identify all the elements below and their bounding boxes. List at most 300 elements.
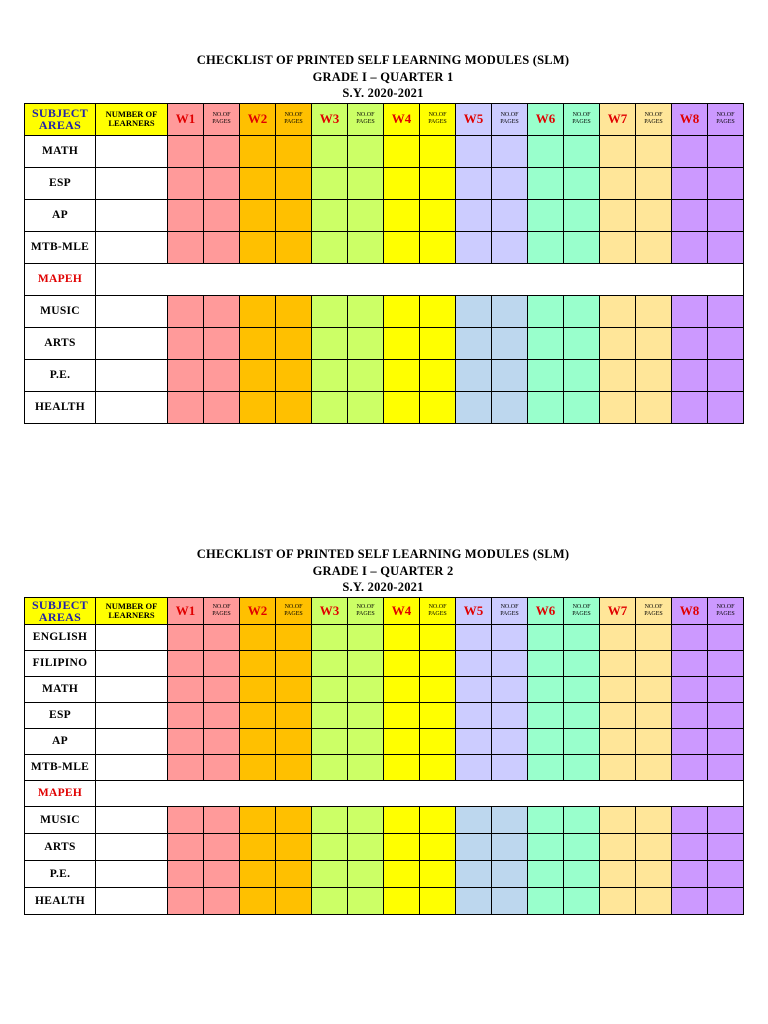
learners-count-cell[interactable] xyxy=(96,327,168,359)
week-4-pages-cell[interactable] xyxy=(420,650,456,676)
week-3-cell[interactable] xyxy=(312,860,348,887)
week-5-cell[interactable] xyxy=(456,199,492,231)
week-3-pages-cell[interactable] xyxy=(348,887,384,914)
week-7-cell[interactable] xyxy=(600,702,636,728)
week-5-cell[interactable] xyxy=(456,833,492,860)
week-8-pages-cell[interactable] xyxy=(708,135,744,167)
week-1-pages-cell[interactable] xyxy=(204,231,240,263)
week-3-cell[interactable] xyxy=(312,135,348,167)
week-5-cell[interactable] xyxy=(456,624,492,650)
learners-count-cell[interactable] xyxy=(96,135,168,167)
week-3-cell[interactable] xyxy=(312,650,348,676)
week-8-pages-cell[interactable] xyxy=(708,199,744,231)
week-3-cell[interactable] xyxy=(312,833,348,860)
week-8-cell[interactable] xyxy=(672,650,708,676)
week-5-pages-cell[interactable] xyxy=(492,295,528,327)
learners-count-cell[interactable] xyxy=(96,359,168,391)
week-1-pages-cell[interactable] xyxy=(204,295,240,327)
week-8-cell[interactable] xyxy=(672,295,708,327)
week-4-cell[interactable] xyxy=(384,650,420,676)
week-4-pages-cell[interactable] xyxy=(420,833,456,860)
week-4-cell[interactable] xyxy=(384,860,420,887)
week-7-pages-cell[interactable] xyxy=(636,231,672,263)
week-2-pages-cell[interactable] xyxy=(276,833,312,860)
week-1-pages-cell[interactable] xyxy=(204,754,240,780)
week-8-cell[interactable] xyxy=(672,676,708,702)
week-8-cell[interactable] xyxy=(672,327,708,359)
week-6-cell[interactable] xyxy=(528,359,564,391)
week-6-cell[interactable] xyxy=(528,167,564,199)
week-1-pages-cell[interactable] xyxy=(204,135,240,167)
week-3-cell[interactable] xyxy=(312,676,348,702)
week-3-pages-cell[interactable] xyxy=(348,676,384,702)
week-1-cell[interactable] xyxy=(168,650,204,676)
week-8-cell[interactable] xyxy=(672,359,708,391)
week-8-pages-cell[interactable] xyxy=(708,887,744,914)
week-5-pages-cell[interactable] xyxy=(492,624,528,650)
week-3-cell[interactable] xyxy=(312,624,348,650)
week-6-pages-cell[interactable] xyxy=(564,728,600,754)
week-8-pages-cell[interactable] xyxy=(708,833,744,860)
week-3-cell[interactable] xyxy=(312,887,348,914)
learners-count-cell[interactable] xyxy=(96,650,168,676)
week-7-cell[interactable] xyxy=(600,199,636,231)
week-1-pages-cell[interactable] xyxy=(204,806,240,833)
week-8-pages-cell[interactable] xyxy=(708,231,744,263)
week-2-cell[interactable] xyxy=(240,676,276,702)
week-1-pages-cell[interactable] xyxy=(204,887,240,914)
week-8-pages-cell[interactable] xyxy=(708,624,744,650)
week-3-pages-cell[interactable] xyxy=(348,806,384,833)
week-5-cell[interactable] xyxy=(456,676,492,702)
week-5-cell[interactable] xyxy=(456,327,492,359)
learners-count-cell[interactable] xyxy=(96,702,168,728)
week-5-cell[interactable] xyxy=(456,135,492,167)
week-5-cell[interactable] xyxy=(456,860,492,887)
week-5-pages-cell[interactable] xyxy=(492,887,528,914)
week-2-pages-cell[interactable] xyxy=(276,199,312,231)
week-6-pages-cell[interactable] xyxy=(564,650,600,676)
week-1-cell[interactable] xyxy=(168,754,204,780)
week-3-cell[interactable] xyxy=(312,702,348,728)
week-4-pages-cell[interactable] xyxy=(420,359,456,391)
week-5-cell[interactable] xyxy=(456,167,492,199)
week-2-cell[interactable] xyxy=(240,650,276,676)
learners-count-cell[interactable] xyxy=(96,860,168,887)
week-4-cell[interactable] xyxy=(384,199,420,231)
week-1-pages-cell[interactable] xyxy=(204,702,240,728)
week-6-pages-cell[interactable] xyxy=(564,806,600,833)
learners-count-cell[interactable] xyxy=(96,754,168,780)
week-4-cell[interactable] xyxy=(384,167,420,199)
week-5-pages-cell[interactable] xyxy=(492,167,528,199)
week-2-pages-cell[interactable] xyxy=(276,391,312,423)
week-1-cell[interactable] xyxy=(168,167,204,199)
week-2-pages-cell[interactable] xyxy=(276,359,312,391)
week-7-pages-cell[interactable] xyxy=(636,199,672,231)
week-6-pages-cell[interactable] xyxy=(564,327,600,359)
week-1-cell[interactable] xyxy=(168,887,204,914)
week-2-pages-cell[interactable] xyxy=(276,624,312,650)
week-5-cell[interactable] xyxy=(456,806,492,833)
week-3-cell[interactable] xyxy=(312,199,348,231)
week-1-pages-cell[interactable] xyxy=(204,676,240,702)
week-8-pages-cell[interactable] xyxy=(708,650,744,676)
week-2-cell[interactable] xyxy=(240,167,276,199)
week-1-cell[interactable] xyxy=(168,327,204,359)
week-4-cell[interactable] xyxy=(384,887,420,914)
week-5-pages-cell[interactable] xyxy=(492,327,528,359)
week-8-pages-cell[interactable] xyxy=(708,702,744,728)
week-4-cell[interactable] xyxy=(384,327,420,359)
week-5-pages-cell[interactable] xyxy=(492,359,528,391)
week-3-pages-cell[interactable] xyxy=(348,391,384,423)
week-7-pages-cell[interactable] xyxy=(636,806,672,833)
week-2-cell[interactable] xyxy=(240,806,276,833)
week-4-pages-cell[interactable] xyxy=(420,135,456,167)
week-3-cell[interactable] xyxy=(312,728,348,754)
week-5-cell[interactable] xyxy=(456,231,492,263)
week-5-pages-cell[interactable] xyxy=(492,860,528,887)
week-6-pages-cell[interactable] xyxy=(564,676,600,702)
week-7-pages-cell[interactable] xyxy=(636,295,672,327)
week-7-pages-cell[interactable] xyxy=(636,833,672,860)
week-8-pages-cell[interactable] xyxy=(708,327,744,359)
week-7-pages-cell[interactable] xyxy=(636,860,672,887)
week-7-cell[interactable] xyxy=(600,806,636,833)
week-1-pages-cell[interactable] xyxy=(204,167,240,199)
week-3-cell[interactable] xyxy=(312,391,348,423)
week-3-pages-cell[interactable] xyxy=(348,359,384,391)
week-1-pages-cell[interactable] xyxy=(204,391,240,423)
week-5-cell[interactable] xyxy=(456,650,492,676)
week-3-cell[interactable] xyxy=(312,754,348,780)
week-6-pages-cell[interactable] xyxy=(564,295,600,327)
week-8-pages-cell[interactable] xyxy=(708,754,744,780)
week-2-pages-cell[interactable] xyxy=(276,295,312,327)
week-5-pages-cell[interactable] xyxy=(492,833,528,860)
week-5-pages-cell[interactable] xyxy=(492,754,528,780)
week-5-cell[interactable] xyxy=(456,359,492,391)
week-5-cell[interactable] xyxy=(456,728,492,754)
week-6-cell[interactable] xyxy=(528,754,564,780)
week-6-cell[interactable] xyxy=(528,650,564,676)
week-4-pages-cell[interactable] xyxy=(420,728,456,754)
week-8-pages-cell[interactable] xyxy=(708,806,744,833)
week-8-cell[interactable] xyxy=(672,833,708,860)
learners-count-cell[interactable] xyxy=(96,295,168,327)
week-2-cell[interactable] xyxy=(240,624,276,650)
week-7-pages-cell[interactable] xyxy=(636,391,672,423)
week-6-cell[interactable] xyxy=(528,860,564,887)
week-4-pages-cell[interactable] xyxy=(420,199,456,231)
week-4-pages-cell[interactable] xyxy=(420,391,456,423)
week-4-pages-cell[interactable] xyxy=(420,327,456,359)
week-7-cell[interactable] xyxy=(600,887,636,914)
week-8-cell[interactable] xyxy=(672,135,708,167)
week-5-pages-cell[interactable] xyxy=(492,806,528,833)
week-3-pages-cell[interactable] xyxy=(348,702,384,728)
week-5-pages-cell[interactable] xyxy=(492,231,528,263)
week-3-pages-cell[interactable] xyxy=(348,754,384,780)
week-8-pages-cell[interactable] xyxy=(708,295,744,327)
week-8-cell[interactable] xyxy=(672,728,708,754)
week-6-cell[interactable] xyxy=(528,135,564,167)
week-5-pages-cell[interactable] xyxy=(492,199,528,231)
week-5-cell[interactable] xyxy=(456,887,492,914)
week-3-pages-cell[interactable] xyxy=(348,860,384,887)
week-6-pages-cell[interactable] xyxy=(564,754,600,780)
learners-count-cell[interactable] xyxy=(96,167,168,199)
week-6-cell[interactable] xyxy=(528,199,564,231)
week-4-cell[interactable] xyxy=(384,231,420,263)
week-4-pages-cell[interactable] xyxy=(420,806,456,833)
week-1-pages-cell[interactable] xyxy=(204,650,240,676)
week-6-cell[interactable] xyxy=(528,833,564,860)
week-1-cell[interactable] xyxy=(168,624,204,650)
week-4-pages-cell[interactable] xyxy=(420,624,456,650)
week-6-pages-cell[interactable] xyxy=(564,860,600,887)
week-3-cell[interactable] xyxy=(312,359,348,391)
week-7-cell[interactable] xyxy=(600,860,636,887)
week-2-cell[interactable] xyxy=(240,327,276,359)
learners-count-cell[interactable] xyxy=(96,231,168,263)
week-2-pages-cell[interactable] xyxy=(276,231,312,263)
week-1-cell[interactable] xyxy=(168,806,204,833)
week-6-pages-cell[interactable] xyxy=(564,359,600,391)
week-6-pages-cell[interactable] xyxy=(564,167,600,199)
week-3-cell[interactable] xyxy=(312,231,348,263)
week-7-pages-cell[interactable] xyxy=(636,676,672,702)
week-8-cell[interactable] xyxy=(672,806,708,833)
week-6-cell[interactable] xyxy=(528,728,564,754)
week-7-pages-cell[interactable] xyxy=(636,728,672,754)
week-7-cell[interactable] xyxy=(600,624,636,650)
learners-count-cell[interactable] xyxy=(96,887,168,914)
week-2-pages-cell[interactable] xyxy=(276,754,312,780)
week-2-cell[interactable] xyxy=(240,359,276,391)
week-4-pages-cell[interactable] xyxy=(420,860,456,887)
week-3-pages-cell[interactable] xyxy=(348,833,384,860)
week-1-cell[interactable] xyxy=(168,860,204,887)
week-4-cell[interactable] xyxy=(384,624,420,650)
week-5-pages-cell[interactable] xyxy=(492,676,528,702)
week-6-cell[interactable] xyxy=(528,624,564,650)
week-1-cell[interactable] xyxy=(168,231,204,263)
week-2-pages-cell[interactable] xyxy=(276,135,312,167)
week-2-cell[interactable] xyxy=(240,887,276,914)
week-6-pages-cell[interactable] xyxy=(564,702,600,728)
week-1-pages-cell[interactable] xyxy=(204,728,240,754)
learners-count-cell[interactable] xyxy=(96,806,168,833)
week-1-cell[interactable] xyxy=(168,676,204,702)
week-4-cell[interactable] xyxy=(384,754,420,780)
week-8-cell[interactable] xyxy=(672,231,708,263)
week-7-cell[interactable] xyxy=(600,391,636,423)
week-2-cell[interactable] xyxy=(240,702,276,728)
week-7-cell[interactable] xyxy=(600,359,636,391)
week-4-cell[interactable] xyxy=(384,806,420,833)
week-6-cell[interactable] xyxy=(528,391,564,423)
week-2-cell[interactable] xyxy=(240,199,276,231)
week-6-cell[interactable] xyxy=(528,327,564,359)
week-5-pages-cell[interactable] xyxy=(492,702,528,728)
learners-count-cell[interactable] xyxy=(96,624,168,650)
week-6-pages-cell[interactable] xyxy=(564,833,600,860)
week-7-pages-cell[interactable] xyxy=(636,359,672,391)
week-5-cell[interactable] xyxy=(456,391,492,423)
week-2-cell[interactable] xyxy=(240,135,276,167)
week-4-pages-cell[interactable] xyxy=(420,754,456,780)
learners-count-cell[interactable] xyxy=(96,391,168,423)
week-7-pages-cell[interactable] xyxy=(636,650,672,676)
week-3-pages-cell[interactable] xyxy=(348,135,384,167)
week-8-cell[interactable] xyxy=(672,199,708,231)
week-7-pages-cell[interactable] xyxy=(636,887,672,914)
week-1-pages-cell[interactable] xyxy=(204,327,240,359)
week-2-cell[interactable] xyxy=(240,754,276,780)
week-2-cell[interactable] xyxy=(240,231,276,263)
learners-count-cell[interactable] xyxy=(96,676,168,702)
week-6-cell[interactable] xyxy=(528,295,564,327)
week-1-cell[interactable] xyxy=(168,295,204,327)
week-6-pages-cell[interactable] xyxy=(564,391,600,423)
week-6-cell[interactable] xyxy=(528,887,564,914)
learners-count-cell[interactable] xyxy=(96,728,168,754)
week-1-cell[interactable] xyxy=(168,728,204,754)
week-4-cell[interactable] xyxy=(384,391,420,423)
week-3-pages-cell[interactable] xyxy=(348,624,384,650)
week-1-cell[interactable] xyxy=(168,702,204,728)
week-1-cell[interactable] xyxy=(168,359,204,391)
week-3-pages-cell[interactable] xyxy=(348,199,384,231)
week-8-cell[interactable] xyxy=(672,887,708,914)
week-2-pages-cell[interactable] xyxy=(276,702,312,728)
week-1-pages-cell[interactable] xyxy=(204,199,240,231)
week-8-pages-cell[interactable] xyxy=(708,860,744,887)
week-2-pages-cell[interactable] xyxy=(276,676,312,702)
week-4-pages-cell[interactable] xyxy=(420,295,456,327)
week-1-pages-cell[interactable] xyxy=(204,624,240,650)
week-2-cell[interactable] xyxy=(240,728,276,754)
week-6-cell[interactable] xyxy=(528,676,564,702)
week-8-pages-cell[interactable] xyxy=(708,391,744,423)
week-8-cell[interactable] xyxy=(672,702,708,728)
week-1-cell[interactable] xyxy=(168,391,204,423)
week-3-cell[interactable] xyxy=(312,295,348,327)
week-2-pages-cell[interactable] xyxy=(276,327,312,359)
week-7-pages-cell[interactable] xyxy=(636,624,672,650)
week-3-cell[interactable] xyxy=(312,806,348,833)
week-4-cell[interactable] xyxy=(384,728,420,754)
week-7-cell[interactable] xyxy=(600,327,636,359)
week-3-pages-cell[interactable] xyxy=(348,728,384,754)
week-6-pages-cell[interactable] xyxy=(564,135,600,167)
week-4-cell[interactable] xyxy=(384,359,420,391)
week-4-pages-cell[interactable] xyxy=(420,231,456,263)
week-1-cell[interactable] xyxy=(168,135,204,167)
week-2-pages-cell[interactable] xyxy=(276,167,312,199)
week-4-cell[interactable] xyxy=(384,676,420,702)
week-5-pages-cell[interactable] xyxy=(492,391,528,423)
week-2-cell[interactable] xyxy=(240,860,276,887)
week-6-pages-cell[interactable] xyxy=(564,887,600,914)
week-5-pages-cell[interactable] xyxy=(492,650,528,676)
week-2-pages-cell[interactable] xyxy=(276,887,312,914)
week-6-pages-cell[interactable] xyxy=(564,199,600,231)
week-7-pages-cell[interactable] xyxy=(636,754,672,780)
week-3-pages-cell[interactable] xyxy=(348,295,384,327)
week-6-cell[interactable] xyxy=(528,702,564,728)
week-1-pages-cell[interactable] xyxy=(204,359,240,391)
week-5-pages-cell[interactable] xyxy=(492,728,528,754)
week-2-pages-cell[interactable] xyxy=(276,728,312,754)
learners-count-cell[interactable] xyxy=(96,833,168,860)
week-7-pages-cell[interactable] xyxy=(636,327,672,359)
week-5-cell[interactable] xyxy=(456,754,492,780)
week-7-cell[interactable] xyxy=(600,231,636,263)
week-8-cell[interactable] xyxy=(672,860,708,887)
week-8-cell[interactable] xyxy=(672,391,708,423)
week-4-cell[interactable] xyxy=(384,135,420,167)
week-4-cell[interactable] xyxy=(384,833,420,860)
week-3-pages-cell[interactable] xyxy=(348,327,384,359)
week-7-cell[interactable] xyxy=(600,650,636,676)
week-8-cell[interactable] xyxy=(672,624,708,650)
week-3-pages-cell[interactable] xyxy=(348,231,384,263)
week-1-pages-cell[interactable] xyxy=(204,860,240,887)
week-3-cell[interactable] xyxy=(312,327,348,359)
week-7-cell[interactable] xyxy=(600,728,636,754)
week-7-cell[interactable] xyxy=(600,754,636,780)
week-7-pages-cell[interactable] xyxy=(636,702,672,728)
week-3-pages-cell[interactable] xyxy=(348,167,384,199)
week-3-cell[interactable] xyxy=(312,167,348,199)
week-7-cell[interactable] xyxy=(600,676,636,702)
week-4-pages-cell[interactable] xyxy=(420,676,456,702)
week-6-pages-cell[interactable] xyxy=(564,231,600,263)
week-8-cell[interactable] xyxy=(672,167,708,199)
week-8-cell[interactable] xyxy=(672,754,708,780)
week-1-cell[interactable] xyxy=(168,833,204,860)
week-6-cell[interactable] xyxy=(528,231,564,263)
week-7-cell[interactable] xyxy=(600,167,636,199)
week-2-cell[interactable] xyxy=(240,833,276,860)
week-5-cell[interactable] xyxy=(456,295,492,327)
week-3-pages-cell[interactable] xyxy=(348,650,384,676)
week-2-pages-cell[interactable] xyxy=(276,860,312,887)
week-7-pages-cell[interactable] xyxy=(636,135,672,167)
week-2-pages-cell[interactable] xyxy=(276,650,312,676)
week-4-cell[interactable] xyxy=(384,702,420,728)
week-6-cell[interactable] xyxy=(528,806,564,833)
week-7-cell[interactable] xyxy=(600,135,636,167)
week-8-pages-cell[interactable] xyxy=(708,728,744,754)
week-8-pages-cell[interactable] xyxy=(708,167,744,199)
week-1-cell[interactable] xyxy=(168,199,204,231)
week-8-pages-cell[interactable] xyxy=(708,676,744,702)
week-4-pages-cell[interactable] xyxy=(420,887,456,914)
week-7-cell[interactable] xyxy=(600,295,636,327)
week-6-pages-cell[interactable] xyxy=(564,624,600,650)
week-5-pages-cell[interactable] xyxy=(492,135,528,167)
week-7-cell[interactable] xyxy=(600,833,636,860)
week-8-pages-cell[interactable] xyxy=(708,359,744,391)
week-2-cell[interactable] xyxy=(240,295,276,327)
week-2-cell[interactable] xyxy=(240,391,276,423)
week-4-pages-cell[interactable] xyxy=(420,702,456,728)
week-7-pages-cell[interactable] xyxy=(636,167,672,199)
